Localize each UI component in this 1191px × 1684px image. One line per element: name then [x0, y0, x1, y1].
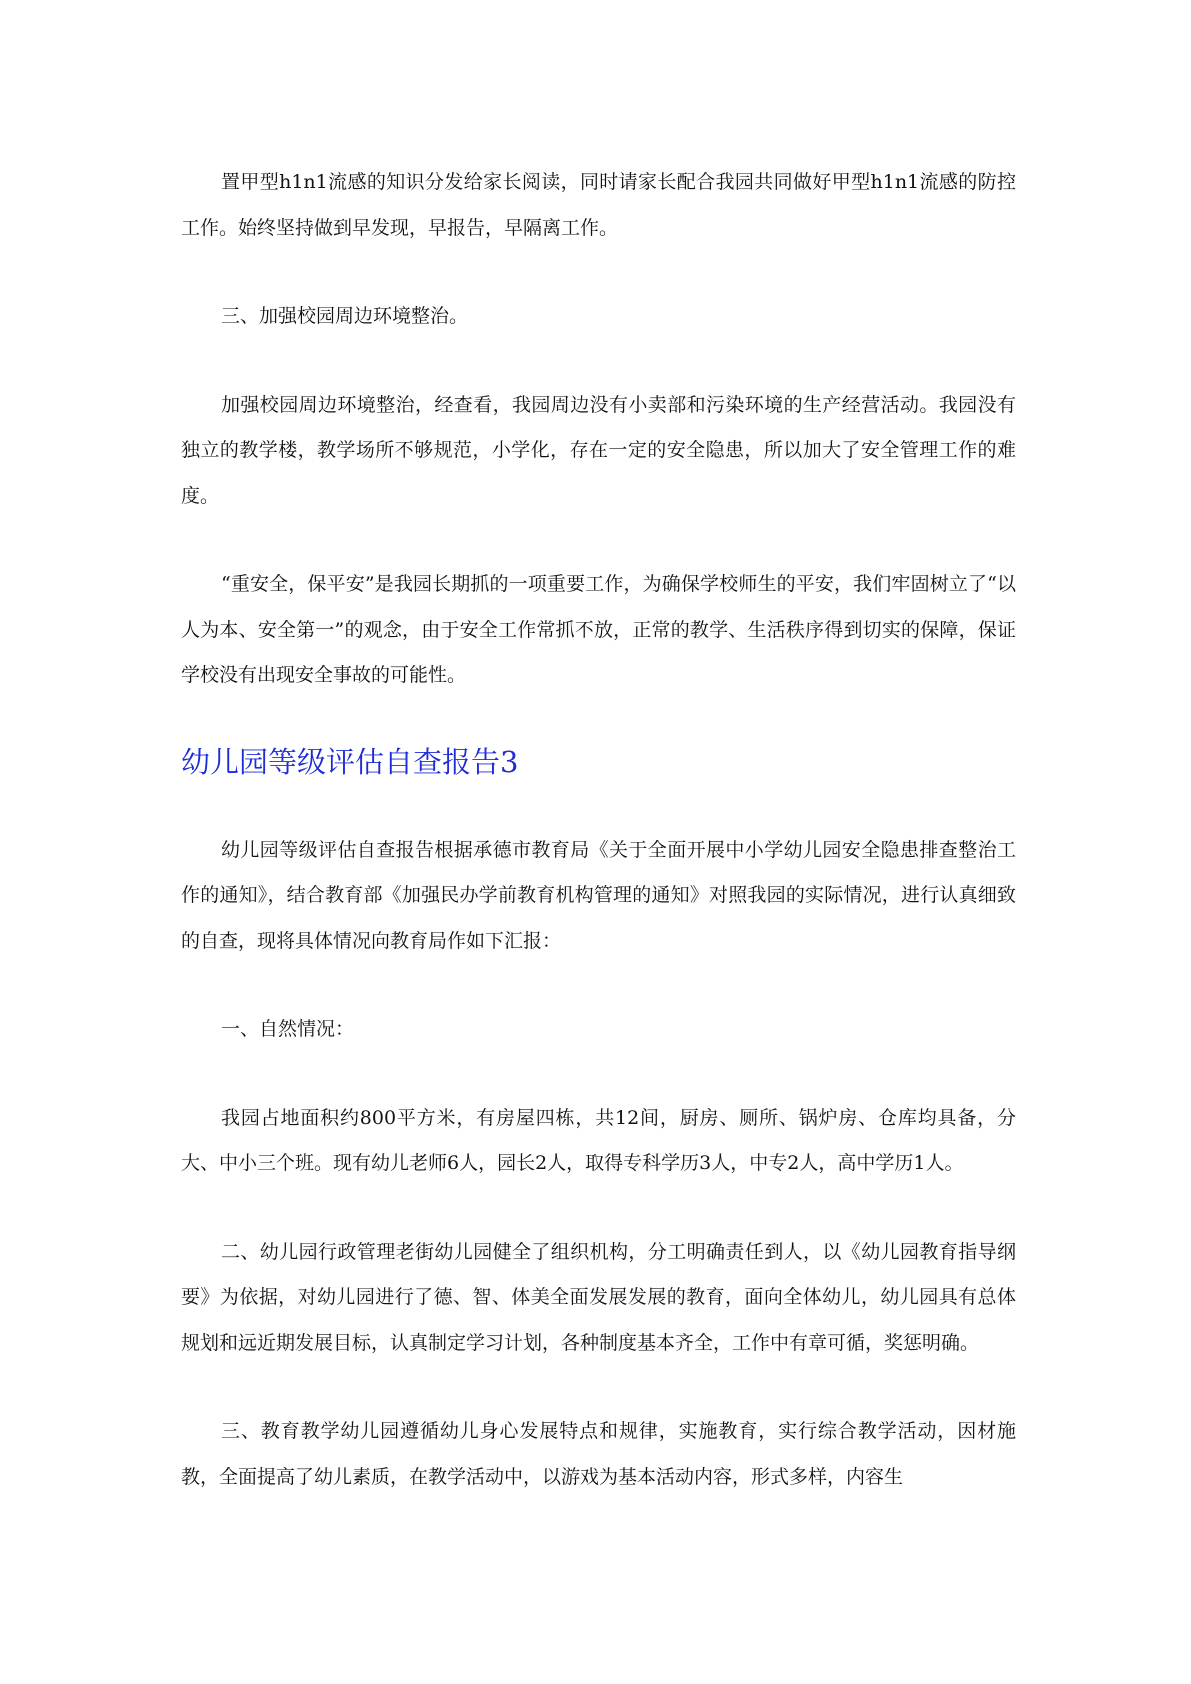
paragraph: 加强校园周边环境整治，经查看，我园周边没有小卖部和污染环境的生产经营活动。我园没有独立的教学楼，教学场所不够规范，小学化，存在一定的安全隐患，所以加大了安全管理工作的难度。	[181, 393, 1016, 507]
paragraph: 三、加强校园周边环境整治。	[221, 305, 469, 327]
paragraph: 三、教育教学幼儿园遵循幼儿身心发展特点和规律，实施教育，实行综合教学活动，因材施教，全面提高了幼儿素质，在教学活动中，以游戏为基本活动内容，形式多样，内容生	[181, 1420, 1016, 1488]
section-heading: 幼儿园等级评估自查报告3	[181, 744, 519, 779]
paragraph: 置甲型h1n1流感的知识分发给家长阅读，同时请家长配合我园共同做好甲型h1n1流感的防控工作。始终坚持做到早发现，早报告，早隔离工作。	[181, 171, 1016, 239]
paragraph: 我园占地面积约800平方米，有房屋四栋，共12间，厨房、厕所、锅炉房、仓库均具备，分大、中小三个班。现有幼儿老师6人，园长2人，取得专科学历3人，中专2人，高中学历1人。	[181, 1106, 1016, 1174]
document-body	[181, 160, 1016, 1543]
paragraph: 二、幼儿园行政管理老街幼儿园健全了组织机构，分工明确责任到人，以《幼儿园教育指导纲要》为依据，对幼儿园进行了德、智、体美全面发展发展的教育，面向全体幼儿，幼儿园具有总体规划和远近期发展目标，认真制定学习计划，各种制度基本齐全，工作中有章可循，奖惩明确。	[181, 1240, 1016, 1354]
paragraph: 一、自然情况：	[221, 1018, 355, 1040]
paragraph: 幼儿园等级评估自查报告根据承德市教育局《关于全面开展中小学幼儿园安全隐患排查整治工作的通知》，结合教育部《加强民办学前教育机构管理的通知》对照我园的实际情况，进行认真细致的自查，现将具体情况向教育局作如下汇报：	[181, 838, 1016, 952]
paragraph: “重安全，保平安”是我园长期抓的一项重要工作，为确保学校师生的平安，我们牢固树立了“以人为本、安全第一”的观念，由于安全工作常抓不放，正常的教学、生活秩序得到切实的保障，保证学校没有出现安全事故的可能性。	[181, 573, 1016, 686]
